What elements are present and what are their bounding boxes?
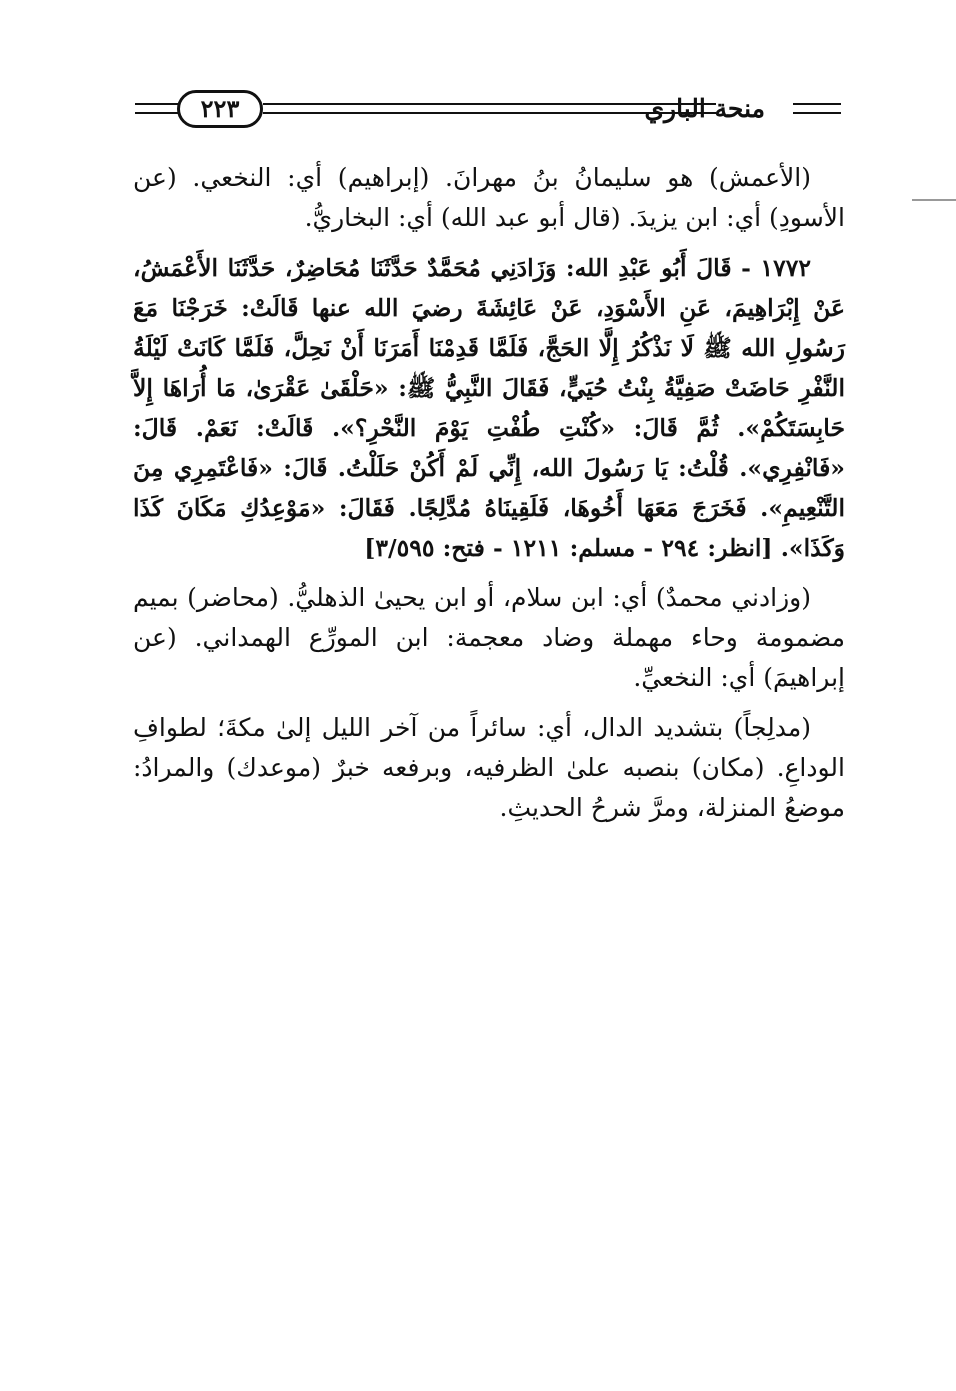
margin-mark (912, 199, 956, 201)
paragraph-commentary: (وزادني محمدٌ) أي: ابن سلام، أو ابن يحيىٰ الذهليُّ. (محاضر) بميم مضمومة وحاء مهملة وضاد معجمة: ابن المورِّع الهمداني. (عن إبراهيمَ) أي: النخعيِّ. (133, 583, 845, 692)
header-rule-left-top (135, 103, 179, 105)
page-header (135, 88, 841, 136)
book-title: منحة الباري (644, 94, 765, 123)
header-rule-left-bottom (135, 112, 179, 114)
page-number: ٢٢٣ (177, 90, 263, 128)
page-body (133, 158, 845, 838)
paragraph-commentary: (الأعمش) هو سليمانُ بنُ مهرانَ. (إبراهيم) أي: النخعي. (عن الأسودِ) أي: ابن يزيدَ. (قال أبو عبد الله) أي: البخاريُّ. (133, 163, 845, 232)
header-rule-right-top (793, 103, 841, 105)
paragraph-commentary: (مدلِجاً) بتشديد الدال، أي: سائراً من آخر الليل إلىٰ مكةَ؛ لطوافِ الوداعِ. (مكان) بنصبه علىٰ الظرفيه، وبرفعه خبرٌ (موعدك) والمرادُ: موضعُ المنزلة، ومرَّ شرحُ الحديثِ. (133, 713, 845, 822)
header-rule-right-bottom (793, 112, 841, 114)
paragraph-hadith: ١٧٧٢ - قَالَ أَبُو عَبْدِ الله: وَزَادَنِي مُحَمَّدٌ حَدَّثَنَا مُحَاضِرٌ، حَدَّثَنَا الأَعْمَشُ، عَنْ إِبْرَاهِيمَ، عَنِ الأَسْوَدِ، عَنْ عَائِشَةَ رضيَ الله عنها قَالَتْ: خَرَجْنَا مَعَ رَسُولِ الله ﷺ لَا نَذْكُرُ إِلَّا الحَجَّ، فَلَمَّا قَدِمْنَا أَمَرَنَا أَنْ نَحِلَّ، فَلَمَّا كَانَتْ لَيْلَةُ النَّفْرِ حَاضَتْ صَفِيَّةُ بِنْتُ حُيَيٍّ، فَقَالَ النَّبِيُّ ﷺ: «حَلْقَىٰ عَقْرَىٰ، مَا أُرَاهَا إِلاَّ حَابِسَتَكُمْ». ثُمَّ قَالَ: «كُنْتِ طُفْتِ يَوْمَ النَّحْرِ؟». قَالَتْ: نَعَمْ. قَالَ: «فَانْفِرِي». قُلْتُ: يَا رَسُولَ الله، إِنِّي لَمْ أَكُنْ حَلَلْتُ. قَالَ: «فَاعْتَمِرِي مِنَ التَّنْعِيمِ». فَخَرَجَ مَعَهَا أَخُوهَا، فَلَقِينَاهُ مُدَّلِجًا. فَقَالَ: «مَوْعِدُكِ مَكَانَ كَذَا وَكَذَا». [انظر: ٢٩٤ - مسلم: ١٢١١ - فتح: ٣/٥٩٥] (133, 254, 845, 562)
